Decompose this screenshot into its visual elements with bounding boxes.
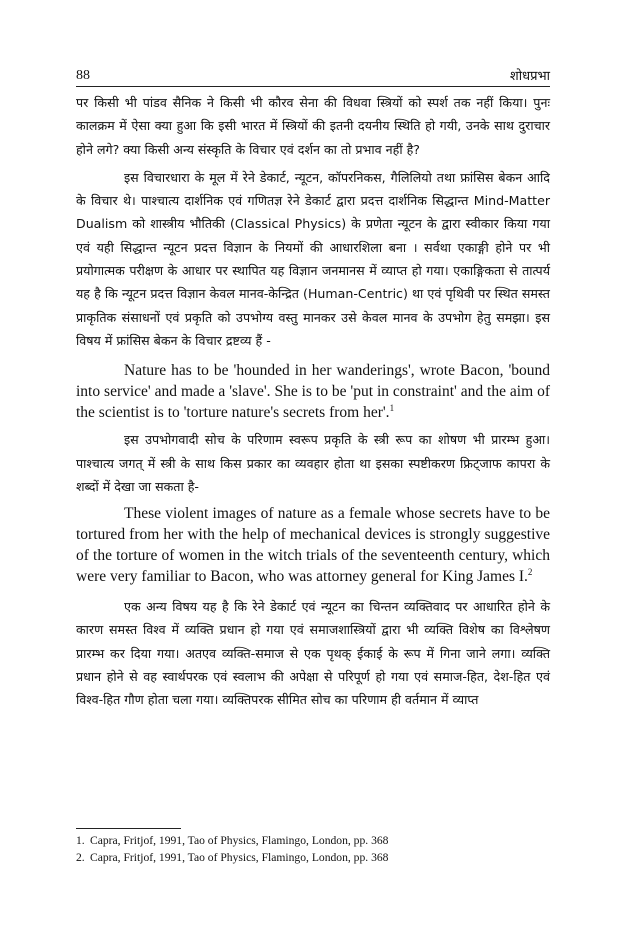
footnote-rule	[76, 828, 181, 829]
footnote-number: 1.	[76, 834, 85, 847]
document-page	[76, 66, 550, 864]
footnotes	[76, 833, 550, 866]
page-number: 88	[76, 68, 90, 83]
footnote-2	[76, 850, 550, 867]
paragraph-2: इस विचारधारा के मूल में रेने डेकार्ट, न्यूटन, कॉपरनिकस, गैलिलियो तथा फ्रांसिस बेकन आदि के विचार थे। पाश्चात्य दार्शनिक एवं गणितज्ञ रेने डेकार्ट द्वारा प्रदत्त दार्शनिक सिद्धान्त Mind-Matter Dualism को शास्त्रीय भौतिकी (Classical Physics) के प्रणेता न्यूटन के द्वारा स्वीकार किया गया एवं यही सिद्धान्त न्यूटन प्रदत्त विज्ञान के नियमों की आधारशिला बना । सर्वथा एकाङ्गी होने पर भी प्रयोगात्मक परीक्षण के आधार पर स्थापित यह विज्ञान जनमानस में व्याप्त हो गया। एकाङ्गिकता से तात्पर्य यह है कि न्यूटन प्रदत्त विज्ञान केवल मानव-केन्द्रित (Human-Centric) था एवं पृथिवी पर स्थित समस्त प्राकृतिक संसाधनों एवं प्रकृति को उपभोग्य वस्तु मानकर उसे केवल मानव के उपभोग हेतु समझा। इस विषय में फ्रांसिस बेकन के विचार द्रष्टव्य हैं -	[76, 169, 550, 348]
footnote-number: 2.	[76, 850, 85, 864]
block-quote-1	[76, 360, 550, 423]
page-body	[76, 91, 550, 712]
header-rule	[76, 86, 550, 87]
paragraph-3: इस उपभोगवादी सोच के परिणाम स्वरूप प्रकृति के स्त्री रूप का शोषण भी प्रारम्भ हुआ। पाश्चात्य जगत् में स्त्री के साथ किस प्रकार का व्यवहार होता था इसका स्पष्टीकरण फ्रिट्जाफ कापरा के शब्दों में देखा जा सकता है-	[76, 432, 550, 494]
paragraph-4: एक अन्य विषय यह है कि रेने डेकार्ट एवं न्यूटन का चिन्तन व्यक्तिवाद पर आधारित होने के कारण समस्त विश्व में व्यक्ति प्रधान हो गया एवं समाजशास्त्रियों द्वारा भी व्यक्ति विशेष का विश्लेषण प्रारम्भ कर दिया गया। अतएव व्यक्ति-समाज से एक पृथक् ईकाई के रूप में गिना जाने लगा। व्यक्ति प्रधान होने से वह स्वार्थपरक एवं स्वलाभ की अपेक्षा से परिपूर्ण हो गया एवं समाज-हित, देश-हित एवं विश्व-हित गौण होता चला गया। व्यक्तिपरक सीमित सोच का परिणाम ही वर्तमान में व्याप्त	[76, 599, 550, 708]
paragraph-1: पर किसी भी पांडव सैनिक ने किसी भी कौरव सेना की विधवा स्त्रियों को स्पर्श तक नहीं किया। पुनः कालक्रम में ऐसा क्या हुआ कि इसी भारत में स्त्रियों की इतनी दयनीय स्थिति हो गयी, उनके साथ दुराचार होने लगे? क्या किसी अन्य संस्कृति के विचार एवं दर्शन का तो प्रभाव नहीं है?	[76, 95, 550, 157]
page-header	[76, 66, 550, 88]
footnote-text: Capra, Fritjof, 1991, Tao of Physics, Flamingo, London, pp. 368	[90, 850, 389, 864]
footnote-ref-1: 1	[389, 403, 395, 414]
block-quote-2-text: These violent images of nature as a female whose secrets have to be tortured from her with the help of mechanical devices is strongly suggestive of the torture of women in the witch trials of the seventeenth century, which were very familiar to Bacon, who was attorney general for King James I.	[76, 505, 550, 586]
footnote-ref-2: 2	[527, 567, 533, 577]
running-title: शोधप्रभा	[509, 69, 550, 84]
block-quote-2	[76, 503, 550, 587]
footnote-text: Capra, Fritjof, 1991, Tao of Physics, Flamingo, London, pp. 368	[90, 834, 389, 847]
footnote-1	[76, 833, 550, 850]
block-quote-1-text: Nature has to be 'hounded in her wanderings', wrote Bacon, 'bound into service' and made a 'slave'. She is to be 'put in constraint' and the aim of the scientist is to 'torture nature's secrets from her'.	[76, 362, 550, 422]
